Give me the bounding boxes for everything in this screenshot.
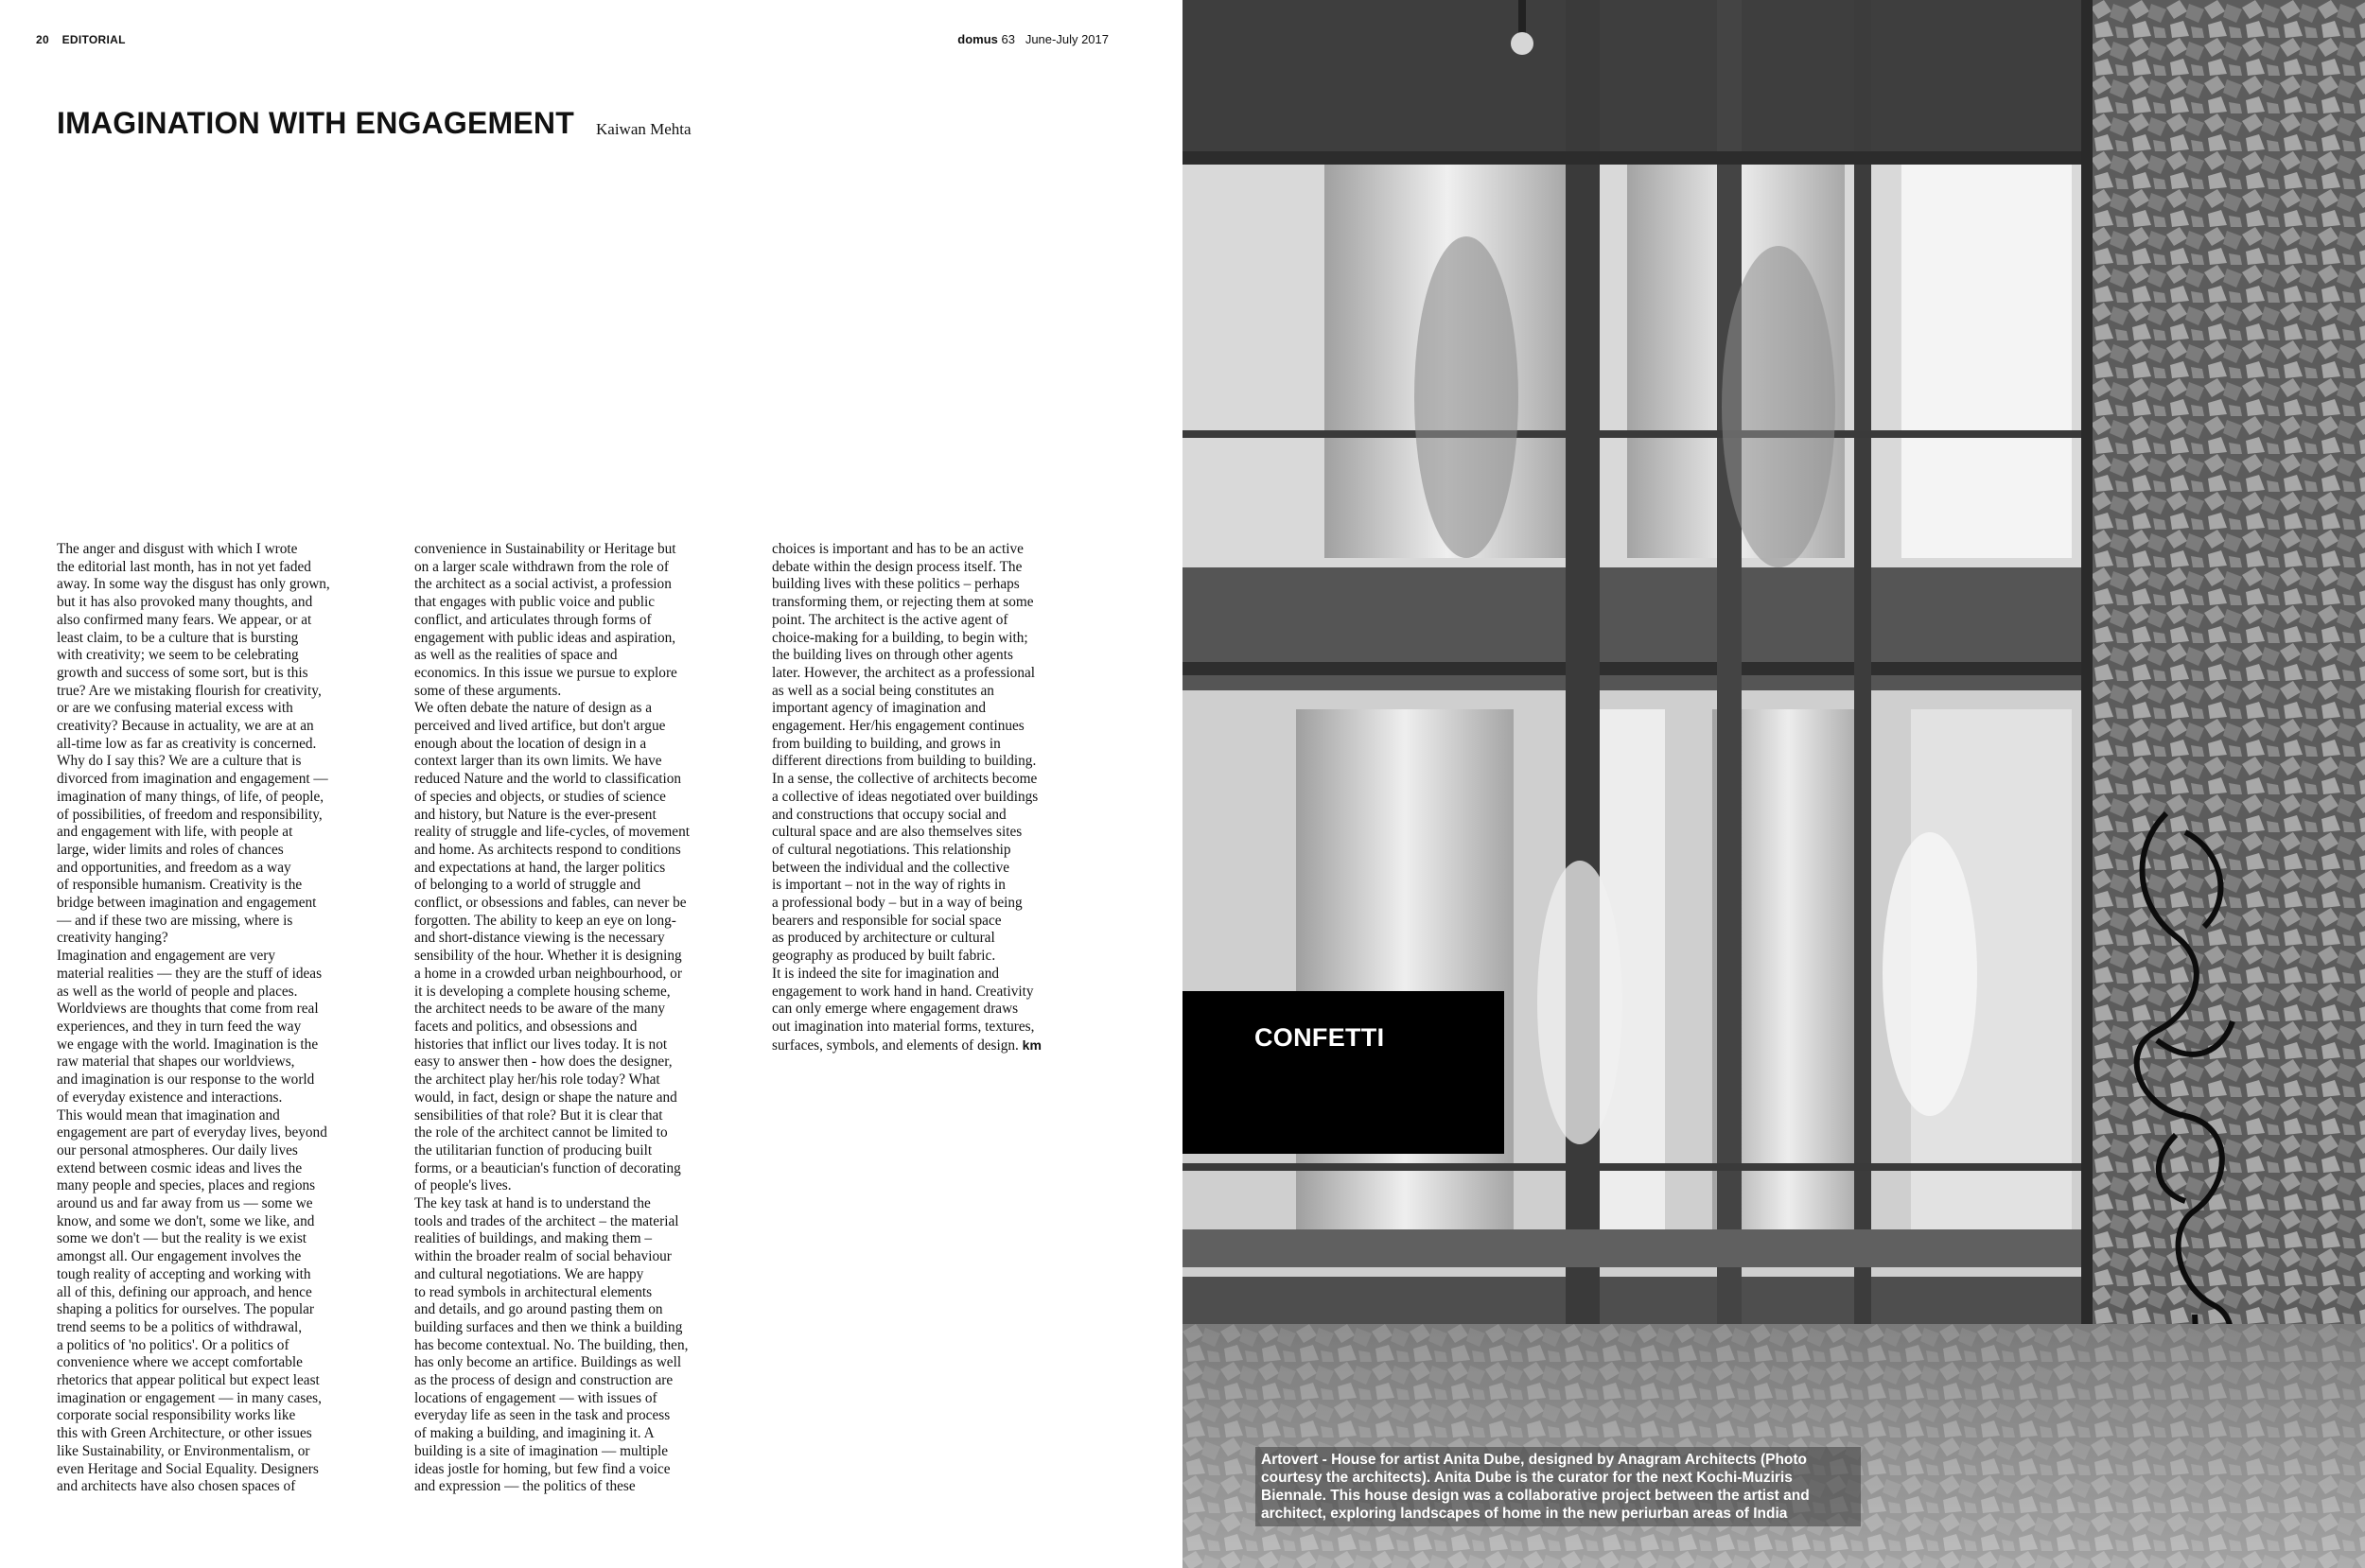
column <box>1717 0 1742 1324</box>
issue-number: 63 <box>1001 32 1015 46</box>
section-name: EDITORIAL <box>61 33 126 46</box>
paragraph: The anger and disgust with which I wrote the editorial last month, has in not yet faded away. In some way the disgust has only grown, but it has also provoked many thoughts, and also confirmed many fears. We appear, or at least claim, to be a culture that is bursting with creativity; we seem to be celebrating growth and success of some sort, but is this true? Are we mistaking flourish for creativity, or are we confusing material excess with creativity? Because in actuality, we are at an all-time low as far as creativity is concerned. Why do I say this? We are a culture that is divorced from imagination and engagement — imagination of many things, of life, of people, of possibilities, of freedom and responsibility, and engagement with life, with people at large, wider limits and roles of chances and opportunities, and freedom as a way of responsible humanism. Creativity is the bridge between imagination and engagement — and if these two are missing, where is creativity hanging? <box>57 541 330 947</box>
paragraph: Imagination and engagement are very material realities — they are the stuff of ideas as well as the world of people and places. Worldviews are thoughts that come from real experiences, and they in turn feed the way we engage with the world. Imagination is the raw material that shapes our worldviews, and imagination is our response to the world of everyday existence and interactions. <box>57 948 323 1106</box>
left-page <box>0 0 1182 1568</box>
author-signature: km <box>1022 1037 1042 1053</box>
floor-mosaic <box>1182 1324 2365 1568</box>
section-label-box <box>1182 991 1504 1154</box>
paragraph: This would mean that imagination and engagement are part of everyday lives, beyond our personal atmospheres. Our daily lives extend between cosmic ideas and lives the many people and species, places and regions around us and far away from us — some we know, and some we don't, some we like, and some we don't — but the reality is we exist amongst all. Our engagement involves the tough reality of accepting and working with all of this, defining our approach, and hence shaping a politics for ourselves. The popular trend seems to be a politics of withdrawal, a politics of 'no politics'. Or a politics of convenience where we accept comfortable rhetorics that appear political but expect least imagination or engagement — in many cases, corporate social responsibility works like this with Green Architecture, or other issues like Sustainability, or Environmentalism, or even Heritage and Social Equality. Designers and architects have also chosen spaces of <box>57 1106 327 1495</box>
beam <box>1182 151 2081 165</box>
blurred-figure <box>1883 832 1977 1116</box>
blurred-figure <box>1722 246 1835 567</box>
blurred-figure <box>1537 861 1622 1144</box>
bright-panel <box>1901 161 2072 558</box>
paragraph: convenience in Sustainability or Heritage but on a larger scale withdrawn from the role of the architect as a social activist, a profession that engages with public voice and public conflict, and articulates through forms of engagement with public ideas and aspiration, as well as the realities of space and economics. In this issue we pursue to explore some of these arguments. <box>414 541 677 699</box>
running-header-left <box>36 33 126 46</box>
text-column-3 <box>772 541 1122 1054</box>
blurred-column <box>1296 709 1514 1258</box>
section-label: CONFETTI <box>1254 1023 1385 1052</box>
paragraph: choices is important and has to be an active debate within the design process itself. The building lives with these politics – perhaps transforming them, or rejecting them at some point. The architect is the active agent of choice-making for a building, to begin with; the building lives on through other agents later. However, the architect as a professional as well as a social being constitutes an important agency of imagination and engagement. Her/his engagement continues from building to building, and grows in different directions from building to building. In a sense, the collective of architects become a collective of ideas negotiated over buildings and constructions that occupy social and cultural space and are also themselves sites of cultural negotiations. This relationship between the individual and the collective is important – not in the way of rights in a professional body – but in a way of being bearers and responsible for social space as produced by architecture or cultural geography as produced by built fabric. <box>772 541 1039 965</box>
column <box>1854 0 1871 1324</box>
paragraph: We often debate the nature of design as a perceived and lived artifice, but don't argue enough about the location of design in a context larger than its own limits. We have reduced Nature and the world to classification of species and objects, or studies of science and history, but Nature is the ever-present reality of struggle and life-cycles, of movement and home. As architects respond to conditions and expectations at hand, the larger politics of belonging to a world of struggle and conflict, or obsessions and fables, can never be forgotten. The ability to keep an eye on long- and short-distance viewing is the necessary sensibility of the hour. Whether it is designing a home in a crowded urban neighbourhood, or it is developing a complete housing scheme, the architect needs to be aware of the many facets and politics, and obsessions and histories that inflict our lives today. It is not easy to answer then - how does the designer, the architect play her/his role today? What would, in fact, design or shape the nature and sensibilities of that role? But it is clear that the role of the architect cannot be limited to the utilitarian function of producing built forms, or a beautician's function of decorating of people's lives. <box>414 700 690 1194</box>
paragraph-text: It is indeed the site for imagination and engagement to work hand in hand. Creativity can only emerge where engagement draws out imagination into material forms, textures, surfaces, symbols, and elements of design. <box>772 965 1035 1054</box>
blurred-figure <box>1414 236 1518 558</box>
ceiling-lamp <box>1511 32 1533 55</box>
walkway <box>1182 1229 2081 1267</box>
paragraph <box>772 966 1122 1055</box>
page-number: 20 <box>36 33 49 46</box>
architecture-photo <box>1182 0 2365 1568</box>
railing <box>1182 1163 2081 1171</box>
article-title: IMAGINATION WITH ENGAGEMENT <box>57 106 574 140</box>
running-header-right <box>957 32 1109 46</box>
photo-caption: Artovert - House for artist Anita Dube, designed by Anagram Architects (Photo courtesy the architects). Anita Dube is the curator for the next Kochi-Muziris Biennale. This house design was a collaborative project between the artist and architect, exploring landscapes of home in the new periurban areas of India <box>1255 1447 1861 1526</box>
photo-page <box>1182 0 2365 1568</box>
railing <box>1182 430 2081 438</box>
magazine-name: domus <box>957 32 998 46</box>
text-column-1 <box>57 541 407 1496</box>
issue-date: June-July 2017 <box>1025 32 1109 46</box>
article-author: Kaiwan Mehta <box>596 120 692 138</box>
beam <box>1182 662 2081 675</box>
text-column-2 <box>414 541 764 1496</box>
paragraph: The key task at hand is to understand the tools and trades of the architect – the material realities of buildings, and making them – within the broader realm of social behaviour and cultural negotiations. We are happy to read symbols in architectural elements and details, and go around pasting them on building surfaces and then we think a building has become contextual. No. The building, then, has only become an artifice. Buildings as well as the process of design and construction are locations of engagement — with issues of everyday life as seen in the task and process of making a building, and imagining it. A building is a site of imagination — multiple ideas jostle for homing, but few find a voice and expression — the politics of these <box>414 1195 689 1495</box>
